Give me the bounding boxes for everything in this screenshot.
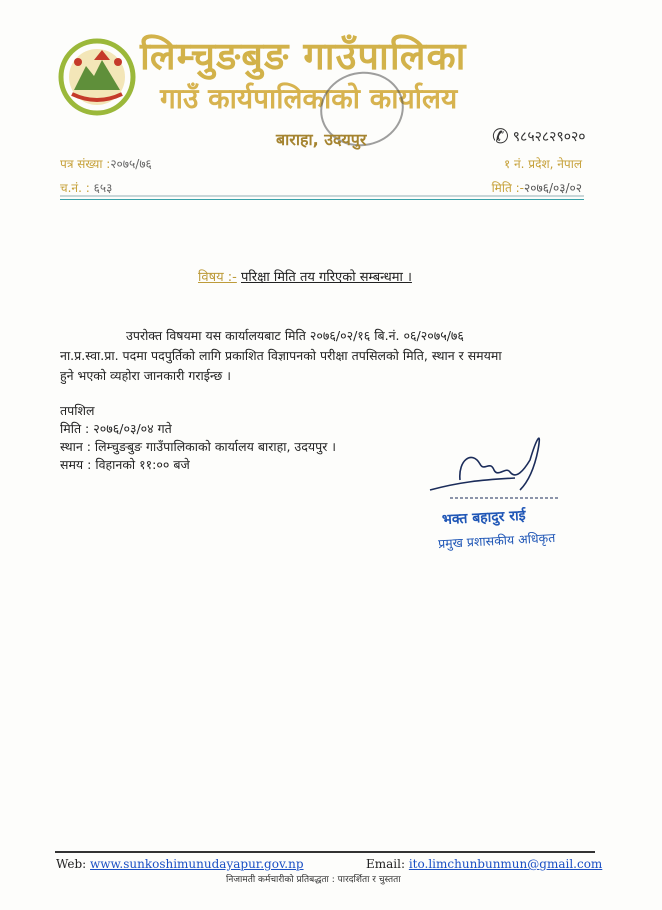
date-label: मिति :- <box>491 181 524 195</box>
dispatch-number-label: च.नं. : <box>60 181 90 195</box>
header-divider <box>60 195 584 197</box>
date-value: २०७६/०३/०२ <box>523 181 582 195</box>
footer-website <box>56 857 304 871</box>
subject-label: विषय :- <box>198 270 237 285</box>
letter-body <box>60 326 585 386</box>
phone-icon: ✆ <box>492 124 509 148</box>
email-label: Email: <box>366 857 406 871</box>
website-link[interactable]: www.sunkoshimunudayapur.gov.np <box>90 857 304 871</box>
signatory-title: प्रमुख प्रशासकीय अधिकृत <box>437 529 556 552</box>
body-line: ना.प्र.स्वा.प्रा. पदमा पदपुर्तिको लागि प्रकाशित विज्ञापनको परीक्षा तपसिलको मिति, स्थान र समयमा <box>60 348 502 363</box>
body-line: उपरोक्त विषयमा यस कार्यालयबाट मिति २०७६/०२/१६ बि.नं. ०६/२०७५/७६ <box>126 328 464 343</box>
body-line: हुने भएको व्यहोरा जानकारी गराईन्छ । <box>60 368 231 383</box>
subject-text: परिक्षा मिति तय गरिएको सम्बन्धमा । <box>241 270 412 285</box>
municipality-name: लिम्चुङबुङ गाउँपालिका <box>140 34 467 78</box>
email-link[interactable]: ito.limchunbunmun@gmail.com <box>408 857 603 871</box>
web-label: Web: <box>56 857 87 871</box>
schedule-details <box>60 402 336 474</box>
handwritten-signature <box>420 420 570 510</box>
detail-place: स्थान : लिम्चुङबुङ गाउँपालिकाको कार्यालय बाराहा, उदयपुर । <box>60 439 337 454</box>
details-heading: तपशिल <box>60 403 95 418</box>
office-address: बाराहा, उदयपुर <box>276 130 367 149</box>
province-line: १ नं. प्रदेश, नेपाल <box>503 157 582 171</box>
phone-contact <box>492 124 586 148</box>
footer-tagline: निजामती कर्मचारीको प्रतिबद्धता : पारदर्शिता र चुस्तता <box>226 875 401 885</box>
header-divider-accent <box>60 199 584 200</box>
reference-block <box>60 152 152 200</box>
phone-number: ९८५२८२९०२० <box>512 128 586 145</box>
footer-email <box>366 857 602 871</box>
ref-number-value: २०७५/७६ <box>110 157 152 171</box>
dispatch-number-value: ६५३ <box>93 181 113 195</box>
signatory-name: भक्त बहादुर राई <box>441 507 526 529</box>
office-name: गाउँ कार्यपालिकाको कार्यालय <box>160 82 458 115</box>
ref-number-line <box>60 152 152 176</box>
ref-number-label: पत्र संख्या : <box>60 157 111 171</box>
footer-divider <box>55 851 595 853</box>
municipality-emblem-icon <box>54 32 140 118</box>
detail-date: मिति : २०७६/०३/०४ गते <box>60 421 172 436</box>
detail-time: समय : विहानको ११:०० बजे <box>60 457 190 472</box>
letter-subject <box>198 267 412 285</box>
date-block <box>492 152 582 200</box>
